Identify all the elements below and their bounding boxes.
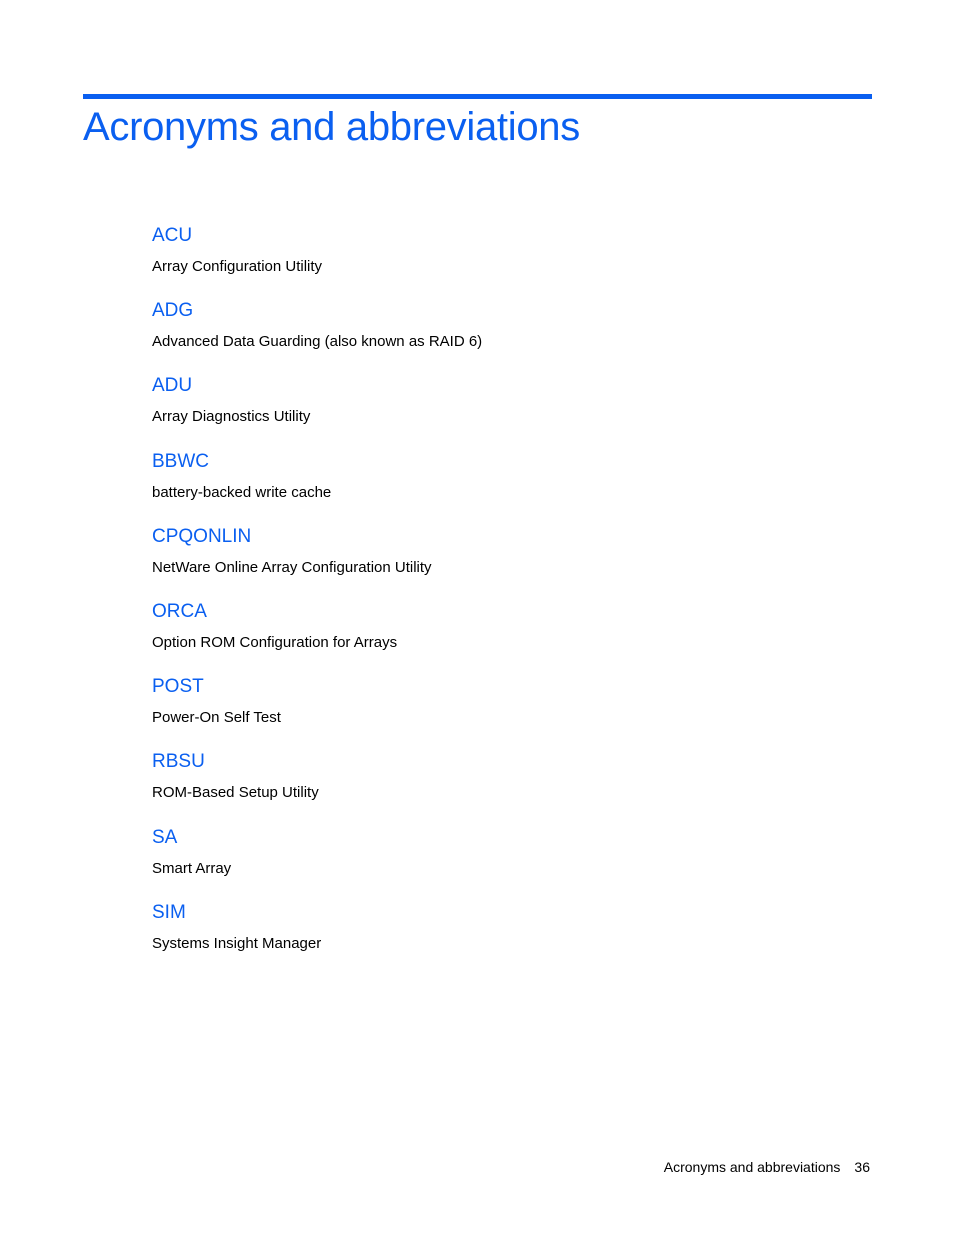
page-footer (664, 1157, 870, 1177)
acronym-term-sa[interactable]: SA (152, 826, 178, 848)
acronym-term-rbsu[interactable]: RBSU (152, 751, 205, 773)
acronym-entry-acu (152, 222, 852, 297)
acronym-entry-adg (152, 297, 852, 372)
acronym-entry-adu (152, 372, 852, 447)
acronym-entry-sa (152, 824, 852, 899)
acronym-entry-rbsu (152, 748, 852, 823)
acronym-term-post[interactable]: POST (152, 676, 204, 698)
acronym-definition-sa: Smart Array (152, 859, 232, 877)
acronym-term-adg[interactable]: ADG (152, 300, 194, 322)
acronym-term-cpqonlin[interactable]: CPQONLIN (152, 525, 252, 547)
acronym-definition-adu: Array Diagnostics Utility (152, 408, 311, 426)
acronym-list (152, 222, 852, 974)
acronym-term-adu[interactable]: ADU (152, 375, 193, 397)
acronym-definition-rbsu: ROM-Based Setup Utility (152, 784, 319, 802)
acronym-definition-sim: Systems Insight Manager (152, 934, 322, 952)
acronym-term-bbwc[interactable]: BBWC (152, 450, 209, 472)
acronym-entry-cpqonlin (152, 523, 852, 598)
acronym-definition-bbwc: battery-backed write cache (152, 483, 332, 501)
title-rule (83, 94, 872, 99)
footer-section-title: Acronyms and abbreviations (663, 1159, 841, 1175)
acronym-definition-cpqonlin: NetWare Online Array Configuration Utility (152, 558, 432, 576)
acronym-entry-sim (152, 899, 852, 974)
acronym-definition-post: Power-On Self Test (152, 709, 281, 727)
acronym-definition-adg: Advanced Data Guarding (also known as RAID 6) (152, 333, 483, 351)
acronym-definition-orca: Option ROM Configuration for Arrays (152, 633, 398, 651)
acronym-entry-bbwc (152, 448, 852, 523)
acronym-term-orca[interactable]: ORCA (152, 600, 207, 622)
acronym-entry-post (152, 673, 852, 748)
page-number: 36 (854, 1159, 870, 1175)
acronym-entry-orca (152, 598, 852, 673)
acronym-definition-acu: Array Configuration Utility (152, 258, 323, 275)
acronym-term-acu[interactable]: ACU (152, 225, 193, 246)
acronym-term-sim[interactable]: SIM (152, 901, 186, 923)
page-title: Acronyms and abbreviations (83, 105, 580, 149)
